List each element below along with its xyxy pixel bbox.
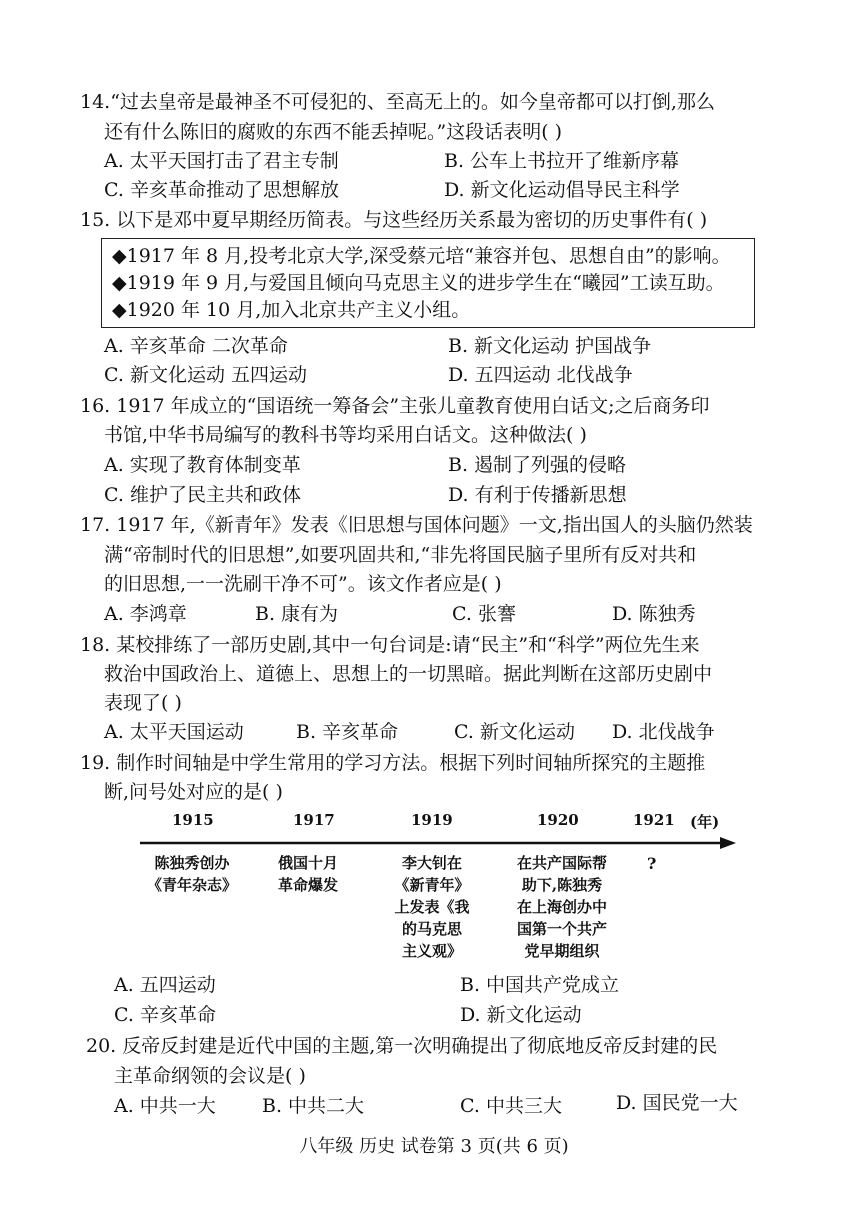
q18-stem-line2: 救治中国政治上、道德上、思想上的一切黑暗。据此判断在这部历史剧中: [104, 663, 713, 685]
timeline-event-1920: [500, 852, 624, 962]
q19-option-d: D. 新文化运动: [460, 1004, 582, 1026]
q16-option-b: B. 遏制了列强的侵略: [448, 454, 627, 476]
q16-stem-line2: 书馆,中华书局编写的教科书等均采用白话文。这种做法( ): [104, 424, 587, 446]
q18-option-c: C. 新文化运动: [454, 721, 575, 743]
timeline-event-line: 党早期组织: [524, 942, 600, 960]
timeline-unit-label: (年): [690, 813, 720, 831]
page-footer: 八年级 历史 试卷第 3 页(共 6 页): [299, 1136, 569, 1157]
q20-option-c: C. 中共三大: [460, 1095, 562, 1117]
q17-stem-line2: 满“帝制时代的旧思想”,如要巩固共和,“非先将国民脑子里所有反对共和: [104, 544, 697, 566]
q14-option-b: B. 公车上书拉开了维新序幕: [444, 150, 680, 172]
q14-option-a: A. 太平天国打击了君主专制: [104, 150, 339, 172]
q16-stem-line1: 16. 1917 年成立的“国语统一筹备会”主张儿童教育使用白话文;之后商务印: [80, 395, 710, 417]
timeline-year-1917: 1917: [293, 811, 335, 829]
timeline-event-1917: [268, 852, 348, 896]
q15-box-line3: ◆1920 年 10 月,加入北京共产主义小组。: [112, 299, 471, 321]
q16-option-d: D. 有利于传播新思想: [448, 484, 627, 506]
timeline-event-1919: [382, 852, 482, 962]
q16-option-c: C. 维护了民主共和政体: [104, 484, 301, 506]
q17-option-b: B. 康有为: [255, 603, 339, 625]
q16-option-a: A. 实现了教育体制变革: [104, 454, 301, 476]
timeline-event-line: 的马克思: [401, 920, 462, 938]
timeline-year-1920: 1920: [537, 811, 579, 829]
q18-option-a: A. 太平天国运动: [104, 721, 244, 743]
timeline-event-line: 《青年杂志》: [146, 876, 237, 894]
q15-stem: 15. 以下是邓中夏早期经历简表。与这些经历关系最为密切的历史事件有( ): [80, 209, 708, 231]
q15-option-b: B. 新文化运动 护国战争: [448, 335, 652, 357]
timeline-event-line: 李大钊在: [401, 854, 462, 872]
q18-option-b: B. 辛亥革命: [296, 721, 399, 743]
q15-box-line1: ◆1917 年 8 月,投考北京大学,深受蔡元培“兼容并包、思想自由”的影响。: [112, 245, 731, 267]
q17-option-a: A. 李鸿章: [104, 603, 187, 625]
timeline-event-line: 《新青年》: [394, 876, 470, 894]
timeline-event-line: 革命爆发: [277, 876, 338, 894]
timeline-event-line: 在上海创办中: [516, 898, 607, 916]
timeline-year-1915: 1915: [172, 811, 214, 829]
q18-stem-line3: 表现了( ): [104, 692, 182, 714]
q20-option-a: A. 中共一大: [114, 1095, 216, 1117]
timeline-year-1921: 1921: [633, 811, 675, 829]
q18-stem-line1: 18. 某校排练了一部历史剧,其中一句台词是:请“民主”和“科学”两位先生来: [80, 634, 700, 656]
q20-stem-line1: 20. 反帝反封建是近代中国的主题,第一次明确提出了彻底地反帝反封建的民: [86, 1035, 718, 1057]
q19-stem-line1: 19. 制作时间轴是中学生常用的学习方法。根据下列时间轴所探究的主题推: [80, 752, 706, 774]
timeline-event-line: 上发表《我: [394, 898, 470, 916]
q19-stem-line2: 断,问号处对应的是( ): [104, 781, 283, 803]
q17-option-c: C. 张謇: [452, 603, 516, 625]
timeline-event-line: 陈独秀创办: [154, 854, 230, 872]
q20-stem-line2: 主革命纲领的会议是( ): [114, 1065, 306, 1087]
q15-option-c: C. 新文化运动 五四运动: [104, 364, 307, 386]
q14-option-d: D. 新文化运动倡导民主科学: [444, 179, 680, 201]
q18-option-d: D. 北伐战争: [612, 721, 715, 743]
timeline-event-1915: [142, 852, 242, 896]
timeline-event-line: 国第一个共产: [516, 920, 607, 938]
timeline-event-line: 在共产国际帮: [516, 854, 607, 872]
timeline-event-line: 助下,陈独秀: [521, 876, 603, 894]
q20-option-b: B. 中共二大: [262, 1095, 365, 1117]
q14-stem-line2: 还有什么陈旧的腐败的东西不能丢掉呢。”这段话表明( ): [104, 121, 563, 143]
q19-option-c: C. 辛亥革命: [114, 1004, 216, 1026]
q20-option-d: D. 国民党一大: [616, 1092, 738, 1114]
q15-option-d: D. 五四运动 北伐战争: [448, 364, 633, 386]
q14-option-c: C. 辛亥革命推动了思想解放: [104, 179, 339, 201]
timeline-question-mark: ?: [647, 854, 657, 873]
q15-box-line2: ◆1919 年 9 月,与爱国且倾向马克思主义的进步学生在“曦园”工读互助。: [112, 272, 725, 294]
q14-stem-line1: 14.“过去皇帝是最神圣不可侵犯的、至高无上的。如今皇帝都可以打倒,那么: [80, 91, 715, 113]
timeline-event-line: 主义观》: [401, 942, 462, 960]
q17-stem-line1: 17. 1917 年,《新青年》发表《旧思想与国体问题》一文,指出国人的头脑仍然装: [80, 514, 753, 536]
q15-option-a: A. 辛亥革命 二次革命: [104, 335, 288, 357]
q17-stem-line3: 的旧思想,一一洗刷干净不可”。该文作者应是( ): [104, 573, 502, 595]
timeline-event-line: 俄国十月: [277, 854, 338, 872]
q17-option-d: D. 陈独秀: [612, 603, 696, 625]
timeline-year-1919: 1919: [411, 811, 453, 829]
q19-option-a: A. 五四运动: [114, 974, 216, 996]
q19-option-b: B. 中国共产党成立: [460, 974, 620, 996]
